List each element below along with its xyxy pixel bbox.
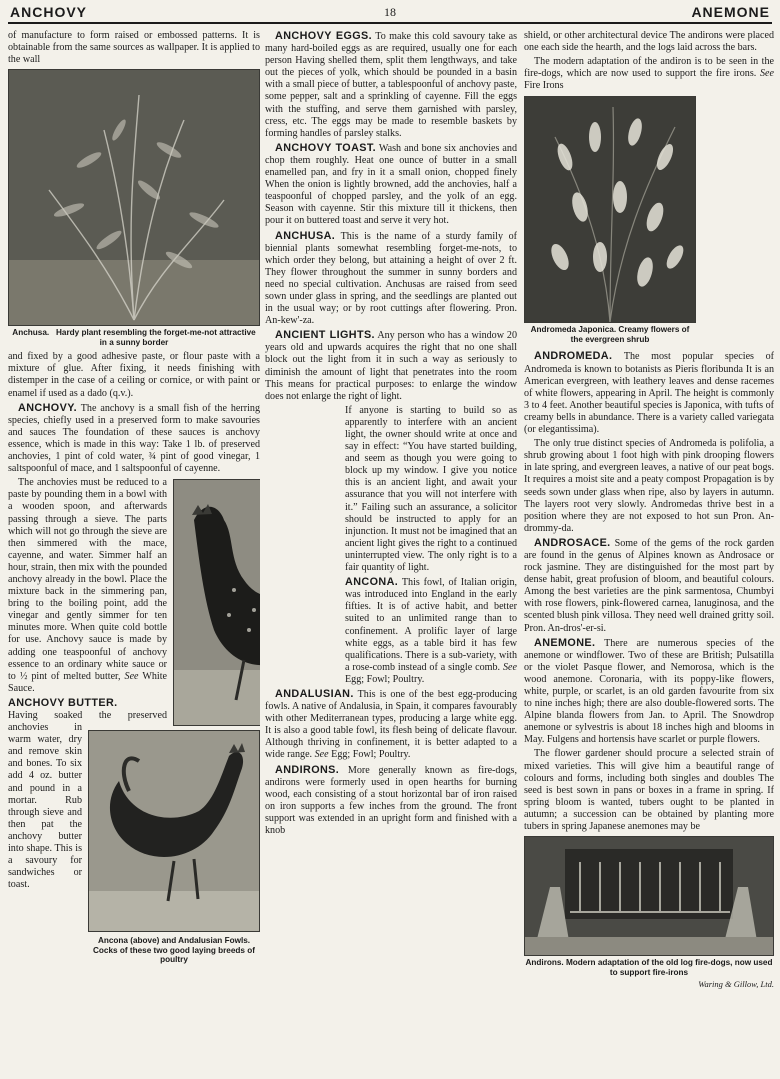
ancient-lights-entry [265, 329, 517, 403]
anchovy-toast-text: Wash and bone six anchovies and chop them roughly. Heat one ounce of butter in a small enamelled pan, and fry in it a small onion, chopped finely When the onion is lightly browned, add the anchovies, half a teaspoonful of chopped parsley, and the yolk of an egg. Season with cayenne. Stir this mixture till it thickens, then pour it on buttered toast and serve it very hot. [265, 142, 517, 227]
andalusian-fowl-photo [88, 730, 260, 932]
ancona-see-label: See [503, 661, 517, 673]
anchovy-paste-text: The anchovies must be reduced to a paste by pounding them in a bowl with a wooden spoon, and afterwards passing through a sieve. The parts which will not go through the sieve are then simmered with the mace, cayenne, and water. Simmer half an hour, strain, then mix with the pounded anchovy already in the bowl. Place the mixture back in the simmering pan, bring to the boiling point, add the vinegar and gently simmer for ten minutes more. When quite cold bottle for use. Anchovy sauce is made by adding one teaspoonful of anchovy essence to an ordinary white sauce or to ½ pint of melted butter, [8, 477, 167, 682]
androsace-entry [524, 537, 774, 635]
header-right-word: ANEMONE [691, 4, 770, 20]
androsace-text: Some of the gems of the rock garden are found in the genus of Alpines known as Androsace or rock jasmine. They are distinguished for the most part by dense habit, great profusion of bloom, and beautiful colours. Among the best varieties are the pink sarmentosa, Chumbyi with rose flowers, pink-flowered carnea, lanuginosa, and the scented blush pink villosa. They need well drained gritty soil. Pron. An-dros'-er-si. [524, 537, 774, 634]
photo-credit: Waring & Gillow, Ltd. [698, 979, 774, 990]
column-1 [8, 30, 260, 1075]
ancona-refs: Egg; Fowl; Poultry. [345, 673, 425, 685]
andirons-heading: ANDIRONS. [275, 763, 340, 776]
anchovy-entry [8, 402, 260, 476]
anemone-text: There are numerous species of the anemone or windflower. Two of these are British; Pulsatilla or the violet Pasque flower, and Nemorosa, which is the wood anemone. Coronaria, with its poppy-like flowers, white, purple, or scarlet, is an old garden favourite from six to nine inches high; there are also double-flowered sorts. The Alpine blanda flowers from Jan. to April. The Snowdrop anemone or sylvestris is about 18 inches high and blooms in May. Fulgens and hortensis have scarlet or purple flowers. [524, 637, 774, 746]
anchovy-butter-text: Having soaked the preserved anchovies in warm water, dry and remove skin and bones. To six add 4 oz. butter and pound in a mortar. Rub through sieve and then pat the anchovy butter into shape. This is a savoury for sandwiches or toast. [8, 710, 167, 891]
anchovy-butter-heading: ANCHOVY BUTTER. [8, 696, 118, 709]
ancona-heading: ANCONA. [345, 576, 399, 589]
anchusa-caption [8, 328, 260, 347]
ancient-lights-text: Any person who has a window 20 years old and upwards acquires the right that no one shall block out the light from it in such a way as seriously to diminish the amount of light that penetrates into the room This means for practical purposes: to enlarge the window does not enlarge the right of light. [265, 330, 517, 402]
andromeda-figure [524, 96, 696, 348]
andalusian-refs: Egg; Fowl; Poultry. [331, 749, 411, 761]
androsace-heading: ANDROSACE. [534, 536, 611, 549]
anemone-text-2: The flower gardener should procure a selected strain of mixed varieties. This will give him a beautiful range of colours and forms, including both singles and doubles The seed is best sown in pans or boxes in a frame in spring. If spring bloom is wanted, tubers ought to be planted in autumn; a succession can be obtained by planting more tubers in spring Japanese anemones may be [524, 748, 774, 833]
fowl-caption: Ancona (above) and Andalusian Fowls. Cocks of these two good laying breeds of poultry [93, 936, 255, 965]
anchovy-eggs-entry [265, 30, 517, 140]
anchovy-heading: ANCHOVY. [18, 401, 77, 414]
andirons-continued: shield, or other architectural device The andirons were placed one each side the hearth, and the logs laid across the bars. [524, 30, 774, 54]
anemone-heading: ANEMONE. [534, 636, 596, 649]
andromeda-photo [524, 96, 696, 323]
intro-text-2: and fixed by a good adhesive paste, or flour paste with a mixture of glue. After fixing, it needs finishing with distemper in the case of a ceiling or cornice, or with paint or enamel if used as a dado (q.v.). [8, 351, 260, 399]
intro-text: of manufacture to form raised or embossed patterns. It is obtainable from the same sources as wallpaper. It is applied to the wall [8, 30, 260, 66]
anchovy-eggs-text: To make this cold savoury take as many hard-boiled eggs as are required, usually one for each person Having shelled them, split them lengthways, and take out the pieces of yolk, which should be pounded in a basin with a small piece of butter, a tablespoonful of anchovy paste, some pepper, salt and a sprinkling of cayenne. Fill the eggs with the stuffing, and serve them garnished with parsley, cress, etc. The eggs may be made to resemble baskets by forming handles of parsley stalks. [265, 31, 517, 139]
page-number: 18 [384, 5, 396, 19]
andalusian-text: This is one of the best egg-producing fowls. A native of Andalusia, in Spain, it compares favourably with other Mediterranean types, producing a large white egg. It is also a good table fowl, its flesh being of delicate flavour. Although thriving in confinement, it is better adapted to a wide range. [265, 688, 517, 761]
andalusian-see-label: See [314, 749, 329, 761]
header-left-word: ANCHOVY [10, 4, 88, 20]
ancient-lights-text-2: If anyone is starting to build so as apparently to interfere with an ancient light, the owner should write at once and say in effect: “You have started building, and seem as though you were going to block up my window. I give you notice this is an ancient light, and await your assurance that you will not interfere with it.” Failing such an assurance, a solicitor should be instructed to apply for an injunction. It must not be imagined that an ancient light gives the right to a continued uninterrupted view. The only right is to a fair quantity of light. [345, 404, 517, 574]
see-label: See [124, 670, 139, 682]
andromeda-caption: Andromeda Japonica. Creamy flowers of the evergreen shrub [530, 325, 690, 344]
anchovy-toast-heading: ANCHOVY TOAST. [275, 141, 377, 154]
andalusian-entry [265, 688, 517, 762]
andromeda-heading: ANDROMEDA. [534, 350, 613, 363]
anemone-entry [524, 637, 774, 747]
fire-irons-ref: Fire Irons [524, 80, 564, 92]
anchusa-text: This is the name of a sturdy family of biennial plants somewhat resembling forget-me-nots, to which order they belong, but attaining a height of over 2 ft. They flower throughout the summer in sunny borders and need no special cultivation. Anchusas are raised from seed sown under glass in spring, and the seedlings are planted out in the usual way; or by root cuttings after flowering. Pron. An-kew'-za. [265, 230, 517, 327]
andirons-photo [524, 836, 774, 956]
column-2 [265, 30, 517, 1075]
andirons-text: More generally known as fire-dogs, andirons were formerly used in open hearths for burning wood, each consisting of a stout horizontal bar of iron raised on iron supports a few inches from the ground. The front support was extended in an upright form and finished with a knob [265, 764, 517, 836]
anchusa-caption-label: Anchusa. [12, 328, 50, 338]
andalusian-heading: ANDALUSIAN. [275, 687, 354, 700]
anchusa-photo [8, 69, 260, 326]
andirons-entry [265, 764, 517, 838]
anchusa-heading: ANCHUSA. [275, 229, 336, 242]
anchusa-caption-text: Hardy plant resembling the forget-me-not attractive in a sunny border [55, 328, 256, 347]
ancona-text: This fowl, of Italian origin, was introduced into England in the early fifties. It is of active habit, and better suited to an unlimited range than to confinement. A prolific layer of large white eggs, as a table bird it has few qualifications. There is a sub-variety, with a rose-comb instead of a single comb. [345, 577, 517, 673]
andirons-modern [524, 56, 774, 92]
fire-irons-see-label: See [759, 68, 774, 80]
andirons-modern-text: The modern adaptation of the andiron is to be seen in the fire-dogs, which are now used to support the fire irons. [524, 56, 774, 80]
column-3 [524, 30, 774, 1075]
white-sauce-ref: White Sauce. [8, 670, 168, 694]
andirons-caption: Andirons. Modern adaptation of the old log fire-dogs, now used to support fire-irons [525, 958, 773, 977]
ancona-entry [265, 576, 517, 686]
ancient-lights-heading: ANCIENT LIGHTS. [275, 329, 375, 342]
anchusa-entry [265, 230, 517, 328]
anchovy-toast-entry [265, 142, 517, 228]
andromeda-text-2: The only true distinct species of Andromeda is polifolia, a shrub growing about 1 foot high with pink drooping flowers in late spring, and evergreen leaves, a native of our peat bogs. It requires a moist site and a peaty compost Propagation is by seeds sown under glass when ripe, also by layers in autumn. The layers root very slowly. Andromedas thrive best in a position where they are not exposed to hot sun Pron. An-drommy-da. [524, 438, 774, 534]
andromeda-text: The most popular species of Andromeda is known to botanists as Pieris floribunda It is an American evergreen, with leathery leaves and dense racemes of white flowers, appearing in April. The height is commonly 3 to 4 feet. Another beautiful species is Japonica, with tufts of creamy bells in abundance. There is a variety called variegata (or elegantissima). [524, 351, 774, 436]
ancona-fowl-photo [173, 479, 260, 726]
page-header [8, 2, 772, 24]
anchovy-text: The anchovy is a small fish of the herring species, chiefly used in a preserved form to make savouries and sauces The foundation of these sauces is anchovy essence, which is made in this way: Take 1 lb. of preserved anchovies, 1 pint of cold water, ¾ pint of good vinegar, 1 saltspoonful of mace, and 1 saltspoonful of cayenne. [8, 402, 260, 475]
anchovy-eggs-heading: ANCHOVY EGGS. [275, 30, 373, 42]
